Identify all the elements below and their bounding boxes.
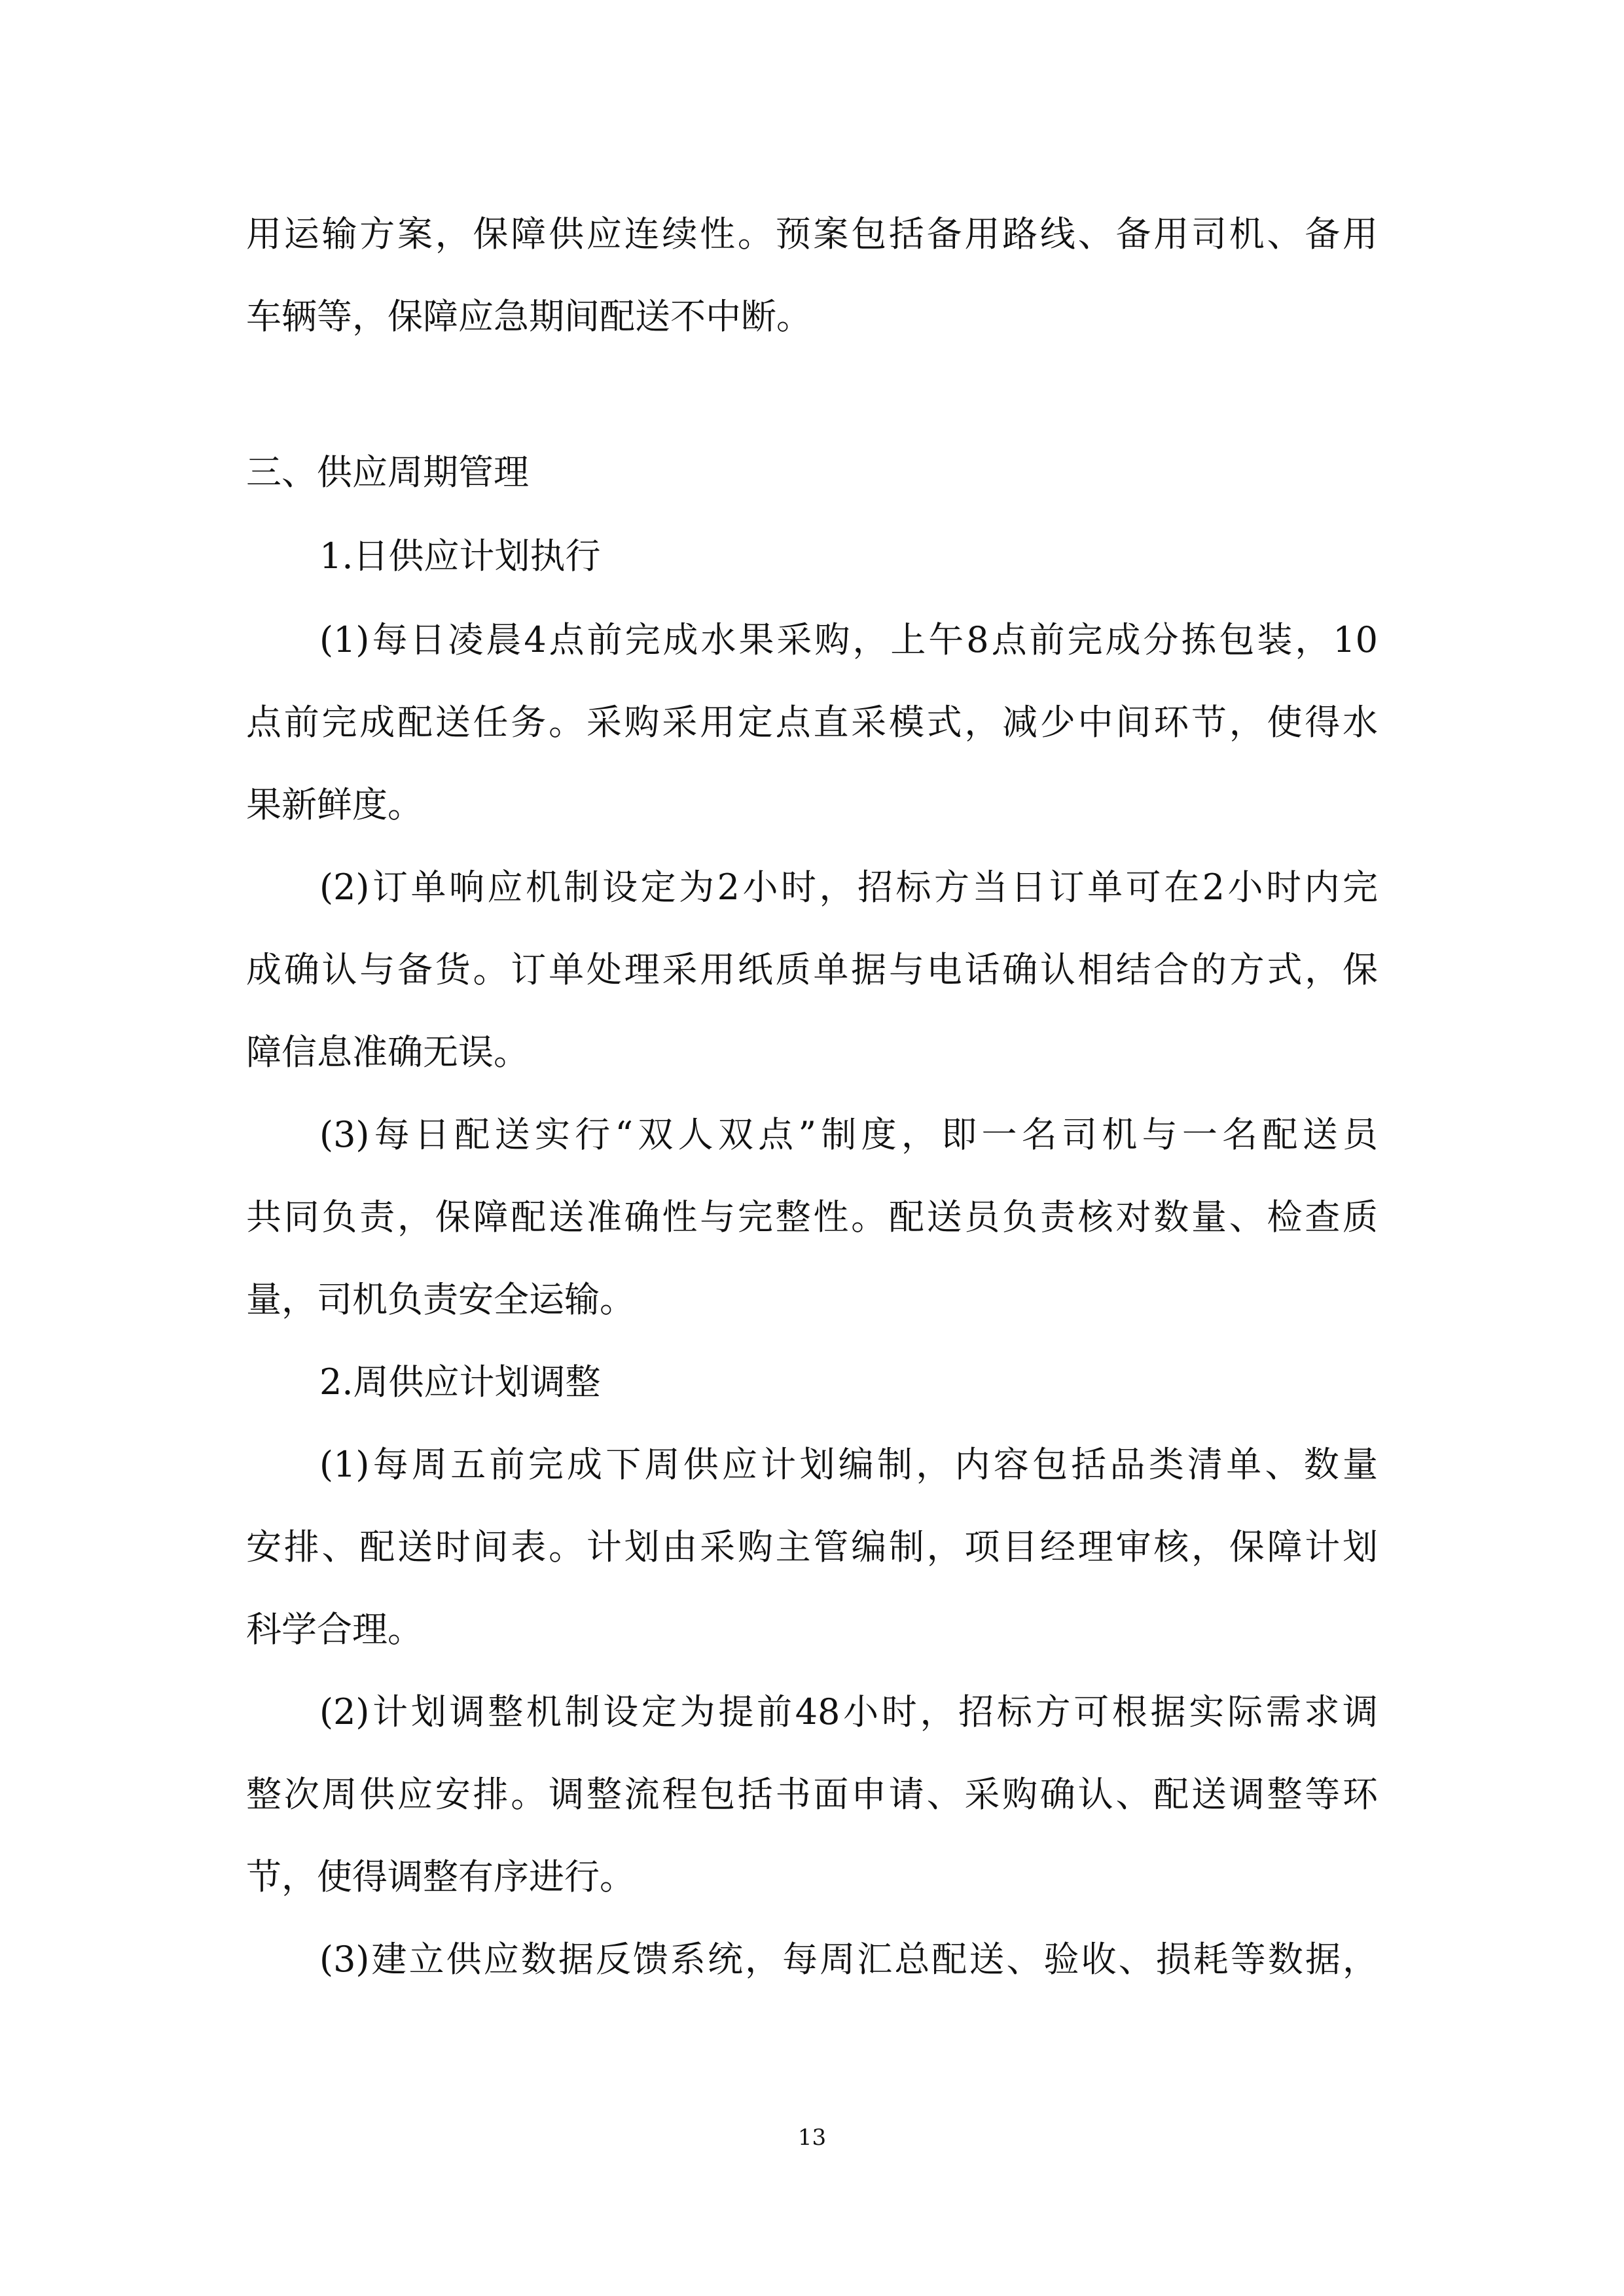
daily-item-3-line-1: (3)每日配送实行“双人双点”制度，即一名司机与一名配送员 bbox=[319, 1114, 1378, 1155]
weekly-item-1-line-2: 安排、配送时间表。计划由采购主管编制，项目经理审核，保障计划 bbox=[246, 1526, 1378, 1568]
continuation-line-1: 用运输方案，保障供应连续性。预案包括备用路线、备用司机、备用 bbox=[246, 213, 1378, 255]
page-number: 13 bbox=[797, 2125, 827, 2151]
weekly-item-2-line-2: 整次周供应安排。调整流程包括书面申请、采购确认、配送调整等环 bbox=[246, 1774, 1378, 1815]
daily-item-3-line-2: 共同负责，保障配送准确性与完整性。配送员负责核对数量、检查质 bbox=[246, 1196, 1378, 1238]
continuation-line-2: 车辆等，保障应急期间配送不中断。 bbox=[246, 296, 812, 337]
weekly-item-3-line-1: (3)建立供应数据反馈系统，每周汇总配送、验收、损耗等数据， bbox=[319, 1939, 1378, 1980]
daily-item-1-line-1: (1)每日凌晨4点前完成水果采购，上午8点前完成分拣包装，10 bbox=[319, 619, 1378, 660]
daily-item-2-line-1: (2)订单响应机制设定为2小时，招标方当日订单可在2小时内完 bbox=[319, 867, 1378, 908]
subsection-heading-weekly: 2.周供应计划调整 bbox=[319, 1361, 601, 1403]
section-heading: 三、供应周期管理 bbox=[246, 452, 529, 493]
subsection-heading-daily: 1.日供应计划执行 bbox=[319, 535, 601, 577]
daily-item-1-line-2: 点前完成配送任务。采购采用定点直采模式，减少中间环节，使得水 bbox=[246, 702, 1378, 743]
weekly-item-2-line-3: 节，使得调整有序进行。 bbox=[246, 1856, 635, 1897]
daily-item-2-line-2: 成确认与备货。订单处理采用纸质单据与电话确认相结合的方式，保 bbox=[246, 949, 1378, 990]
weekly-item-1-line-1: (1)每周五前完成下周供应计划编制，内容包括品类清单、数量 bbox=[319, 1444, 1378, 1485]
weekly-item-2-line-1: (2)计划调整机制设定为提前48小时，招标方可根据实际需求调 bbox=[319, 1691, 1378, 1732]
daily-item-2-line-3: 障信息准确无误。 bbox=[246, 1031, 529, 1073]
daily-item-1-line-3: 果新鲜度。 bbox=[246, 784, 423, 825]
daily-item-3-line-3: 量，司机负责安全运输。 bbox=[246, 1279, 635, 1320]
weekly-item-1-line-3: 科学合理。 bbox=[246, 1609, 423, 1650]
